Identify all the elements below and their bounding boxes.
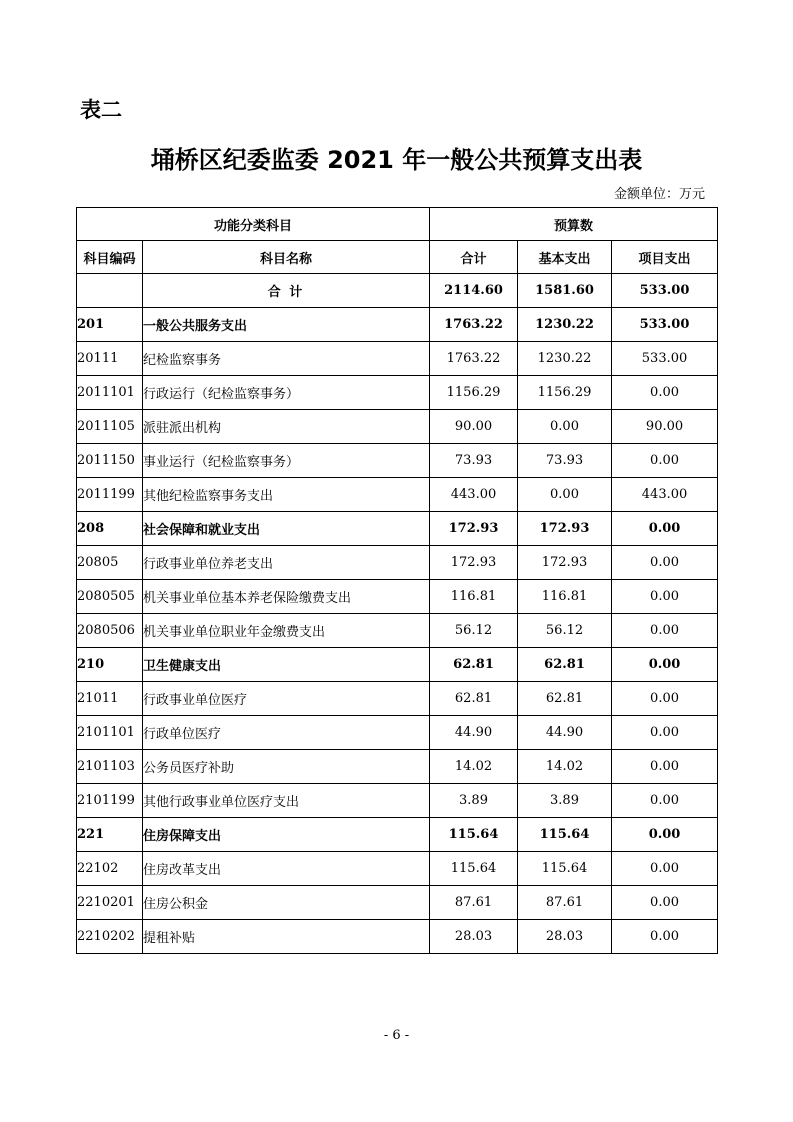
row-total: 1763.22: [430, 308, 518, 342]
row-basic: 115.64: [518, 852, 612, 886]
row-total: 56.12: [430, 614, 518, 648]
table-row: [77, 920, 718, 954]
row-total: 172.93: [430, 546, 518, 580]
row-project: 90.00: [612, 410, 718, 444]
header-project: 项目支出: [612, 241, 718, 274]
header-function-category: 功能分类科目: [77, 208, 430, 241]
row-name: 住房改革支出: [143, 852, 430, 886]
row-project: 0.00: [612, 614, 718, 648]
header-budget: 预算数: [430, 208, 718, 241]
row-name: 提租补贴: [143, 920, 430, 954]
table-row: [77, 376, 718, 410]
row-project: 533.00: [612, 342, 718, 376]
row-project: 0.00: [612, 546, 718, 580]
row-name: 社会保障和就业支出: [143, 512, 430, 546]
row-name: 行政运行（纪检监察事务）: [143, 376, 430, 410]
row-code: 201: [77, 308, 143, 342]
row-basic: 116.81: [518, 580, 612, 614]
row-basic: 0.00: [518, 410, 612, 444]
row-code: 21011: [77, 682, 143, 716]
amount-unit: 金额单位：万元: [613, 187, 705, 202]
row-name: 机关事业单位基本养老保险缴费支出: [143, 580, 430, 614]
row-project: 0.00: [612, 580, 718, 614]
row-name: 机关事业单位职业年金缴费支出: [143, 614, 430, 648]
row-project: 0.00: [612, 648, 718, 682]
row-project: 0.00: [612, 818, 718, 852]
row-basic: 115.64: [518, 818, 612, 852]
table-row: [77, 716, 718, 750]
row-code: 20805: [77, 546, 143, 580]
row-total: 90.00: [430, 410, 518, 444]
row-total: 115.64: [430, 818, 518, 852]
row-total: 62.81: [430, 648, 518, 682]
row-total: 73.93: [430, 444, 518, 478]
table-row: [77, 852, 718, 886]
row-code: 208: [77, 512, 143, 546]
row-project: 443.00: [612, 478, 718, 512]
row-name: 住房保障支出: [143, 818, 430, 852]
row-project: 0.00: [612, 716, 718, 750]
row-code: 2080505: [77, 580, 143, 614]
row-basic: 1230.22: [518, 308, 612, 342]
row-basic: 62.81: [518, 648, 612, 682]
row-code: 20111: [77, 342, 143, 376]
row-code: 2011105: [77, 410, 143, 444]
row-name: 其他行政事业单位医疗支出: [143, 784, 430, 818]
table-row: [77, 308, 718, 342]
row-name: 公务员医疗补助: [143, 750, 430, 784]
row-name: 事业运行（纪检监察事务）: [143, 444, 430, 478]
row-name: 卫生健康支出: [143, 648, 430, 682]
budget-table-body: [77, 208, 718, 954]
table-row: [77, 580, 718, 614]
row-project: 0.00: [612, 512, 718, 546]
row-total: 28.03: [430, 920, 518, 954]
table-row: [77, 648, 718, 682]
row-basic: 73.93: [518, 444, 612, 478]
table-row: [77, 546, 718, 580]
row-name: 行政事业单位医疗: [143, 682, 430, 716]
row-basic: 172.93: [518, 512, 612, 546]
row-total: 172.93: [430, 512, 518, 546]
header-code: 科目编码: [77, 241, 143, 274]
row-basic: 62.81: [518, 682, 612, 716]
row-basic: 1230.22: [518, 342, 612, 376]
row-project: 0.00: [612, 886, 718, 920]
row-total: 44.90: [430, 716, 518, 750]
row-project: 0.00: [612, 784, 718, 818]
row-name: 行政事业单位养老支出: [143, 546, 430, 580]
row-name: 派驻派出机构: [143, 410, 430, 444]
row-project: 0.00: [612, 852, 718, 886]
row-project: 0.00: [612, 444, 718, 478]
row-total: 62.81: [430, 682, 518, 716]
row-basic: 87.61: [518, 886, 612, 920]
header-total: 合计: [430, 241, 518, 274]
table-row: [77, 614, 718, 648]
table-row: [77, 818, 718, 852]
row-code: 210: [77, 648, 143, 682]
row-code: 22102: [77, 852, 143, 886]
table-row: [77, 444, 718, 478]
header-basic: 基本支出: [518, 241, 612, 274]
row-code: 2011199: [77, 478, 143, 512]
row-code: 2011150: [77, 444, 143, 478]
row-name: 行政单位医疗: [143, 716, 430, 750]
row-basic: 0.00: [518, 478, 612, 512]
table-row: [77, 886, 718, 920]
total-project: 533.00: [612, 274, 718, 308]
budget-table: [76, 207, 718, 954]
row-basic: 14.02: [518, 750, 612, 784]
row-code: 2011101: [77, 376, 143, 410]
row-basic: 28.03: [518, 920, 612, 954]
row-project: 533.00: [612, 308, 718, 342]
row-total: 115.64: [430, 852, 518, 886]
table-row: [77, 784, 718, 818]
row-total: 1156.29: [430, 376, 518, 410]
table-row: [77, 512, 718, 546]
row-code: 2080506: [77, 614, 143, 648]
total-row: [77, 274, 718, 308]
row-basic: 44.90: [518, 716, 612, 750]
header-row-top: [77, 208, 718, 241]
row-code: 2210202: [77, 920, 143, 954]
row-total: 87.61: [430, 886, 518, 920]
table-row: [77, 682, 718, 716]
row-name: 一般公共服务支出: [143, 308, 430, 342]
row-basic: 172.93: [518, 546, 612, 580]
row-basic: 3.89: [518, 784, 612, 818]
total-label: 合 计: [143, 274, 430, 308]
table-row: [77, 478, 718, 512]
document-title: 埇桥区纪委监委 2021 年一般公共预算支出表: [150, 146, 643, 174]
row-name: 住房公积金: [143, 886, 430, 920]
table-row: [77, 410, 718, 444]
row-total: 3.89: [430, 784, 518, 818]
row-total: 443.00: [430, 478, 518, 512]
row-code: 2101103: [77, 750, 143, 784]
table-row: [77, 342, 718, 376]
table-row: [77, 750, 718, 784]
table-label: 表二: [80, 98, 122, 122]
page-number: - 6 -: [383, 1028, 410, 1043]
total-sum: 2114.60: [430, 274, 518, 308]
header-name: 科目名称: [143, 241, 430, 274]
row-project: 0.00: [612, 920, 718, 954]
row-total: 116.81: [430, 580, 518, 614]
row-name: 纪检监察事务: [143, 342, 430, 376]
row-basic: 1156.29: [518, 376, 612, 410]
row-total: 14.02: [430, 750, 518, 784]
total-basic: 1581.60: [518, 274, 612, 308]
header-row-columns: [77, 241, 718, 274]
row-total: 1763.22: [430, 342, 518, 376]
row-name: 其他纪检监察事务支出: [143, 478, 430, 512]
total-code: [77, 274, 143, 308]
row-basic: 56.12: [518, 614, 612, 648]
row-code: 2210201: [77, 886, 143, 920]
row-project: 0.00: [612, 750, 718, 784]
row-code: 2101199: [77, 784, 143, 818]
row-code: 221: [77, 818, 143, 852]
row-project: 0.00: [612, 376, 718, 410]
row-project: 0.00: [612, 682, 718, 716]
row-code: 2101101: [77, 716, 143, 750]
